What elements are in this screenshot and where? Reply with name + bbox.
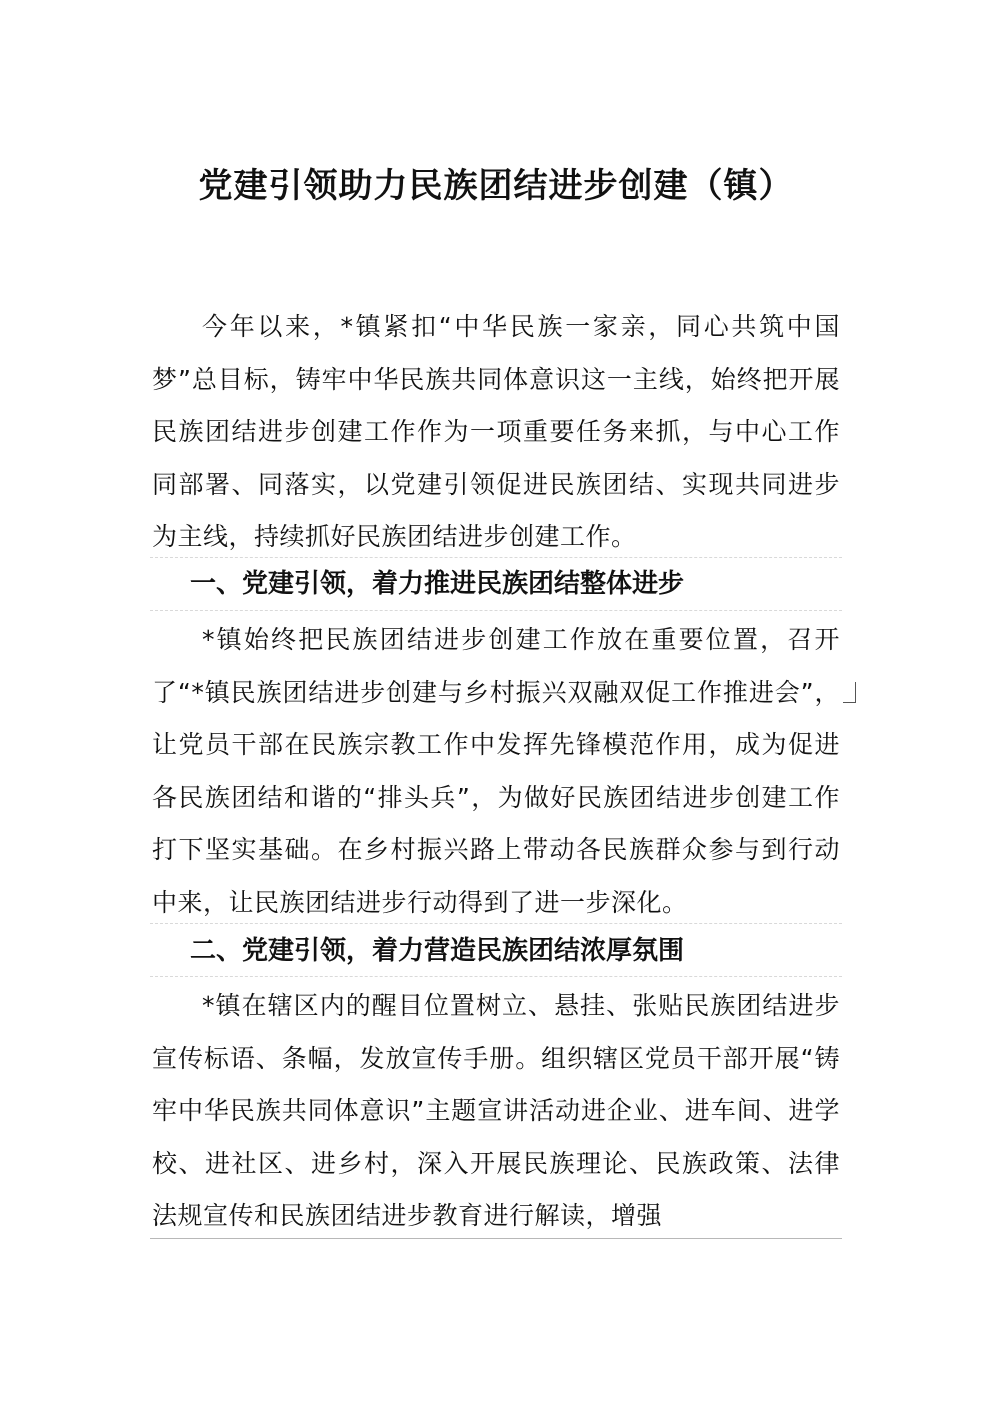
section-divider — [150, 610, 842, 611]
section-divider — [150, 976, 842, 977]
section-heading-2: 二、党建引领，着力营造民族团结浓厚氛围 — [190, 936, 685, 966]
section-divider — [150, 557, 842, 558]
section-body-2: *镇在辖区内的醒目位置树立、悬挂、张贴民族团结进步宣传标语、条幅，发放宣传手册。组织辖区党员干部开展“铸牢中华民族共同体意识”主题宣讲活动进企业、进车间、进学校、进社区、进乡村，深入开展民族理论、民族政策、法律法规宣传和民族团结进步教育进行解读，增强 — [152, 991, 840, 1230]
document-title: 党建引领助力民族团结进步创建（镇） — [198, 166, 794, 206]
section-divider — [150, 923, 842, 924]
page-bottom-rule — [150, 1238, 842, 1239]
paragraph-mark-icon — [843, 682, 856, 703]
intro-paragraph: 今年以来，*镇紧扣“中华民族一家亲，同心共筑中国梦”总目标，铸牢中华民族共同体意识这一主线，始终把开展民族团结进步创建工作作为一项重要任务来抓，与中心工作同部署、同落实，以党建引领促进民族团结、实现共同进步为主线，持续抓好民族团结进步创建工作。 — [152, 312, 840, 551]
section-body-1: *镇始终把民族团结进步创建工作放在重要位置，召开了“*镇民族团结进步创建与乡村振兴双融双促工作推进会”，让党员干部在民族宗教工作中发挥先锋模范作用，成为促进各民族团结和谐的“排头兵”，为做好民族团结进步创建工作打下坚实基础。在乡村振兴路上带动各民族群众参与到行动中来，让民族团结进步行动得到了进一步深化。 — [152, 625, 840, 917]
section-heading-1: 一、党建引领，着力推进民族团结整体进步 — [190, 569, 685, 599]
